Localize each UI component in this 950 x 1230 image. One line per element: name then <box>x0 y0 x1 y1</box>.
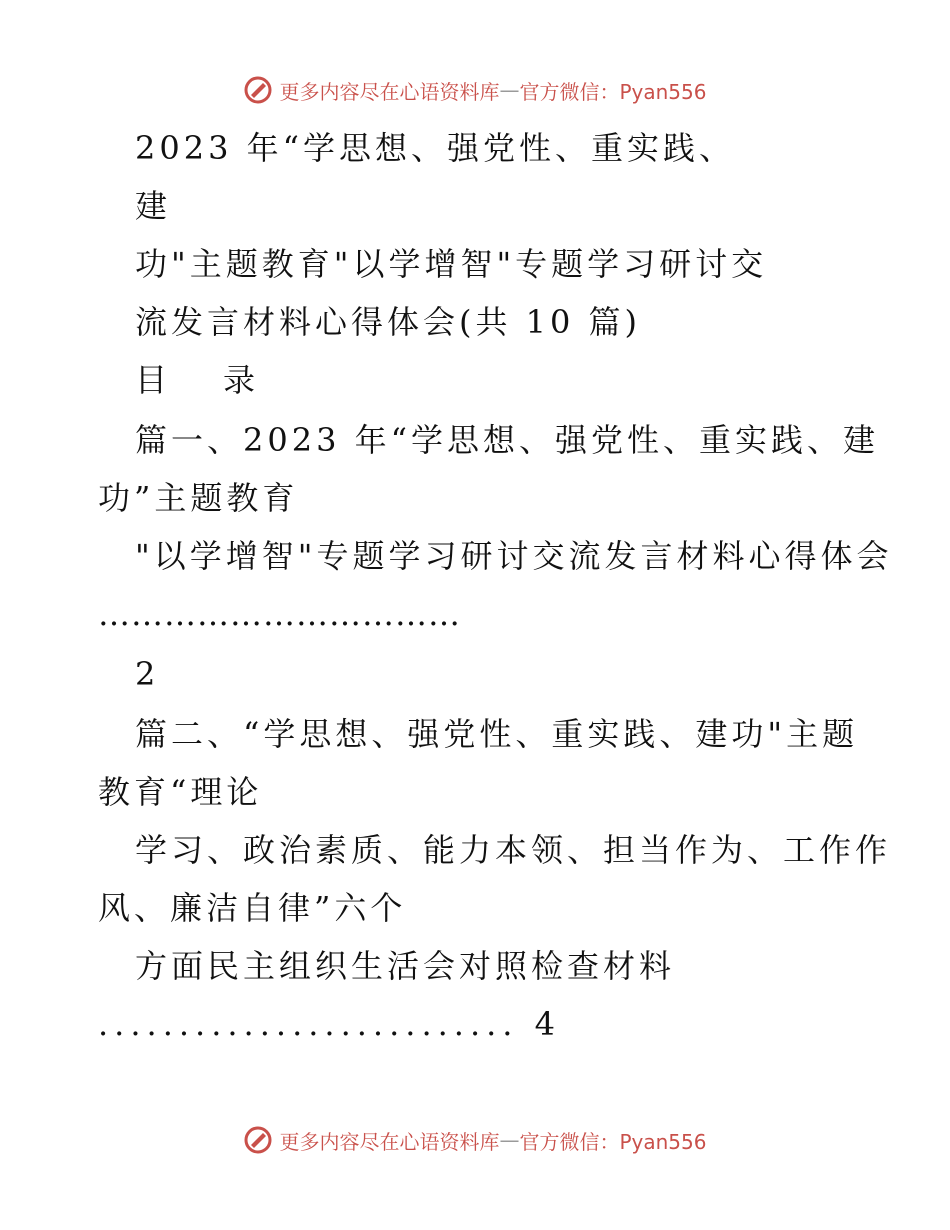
title-line-3: 功"主题教育"以学增智"专题学习研讨交 <box>135 245 768 283</box>
toc-line-6: 篇二、“学思想、强党性、重实践、建功"主题 <box>135 715 859 753</box>
toc-line-11: .......................... 4 <box>98 1005 561 1043</box>
watermark-separator: — <box>499 1128 520 1152</box>
logo-icon <box>243 75 273 105</box>
toc-line-1: 篇一、2023 年“学思想、强党性、重实践、建 <box>135 421 879 459</box>
toc-line-8: 学习、政治素质、能力本领、担当作为、工作作 <box>135 831 892 869</box>
title-line-2: 建 <box>135 187 172 225</box>
toc-heading: 目 录 <box>135 361 268 399</box>
toc-line-9: 风、廉洁自律”六个 <box>98 889 407 927</box>
watermark-footer <box>0 1120 950 1160</box>
toc-page-number-1: 2 <box>135 655 160 693</box>
title-line-4: 流发言材料心得体会(共 10 篇) <box>135 303 642 341</box>
watermark-text: 更多内容尽在心语资料库 <box>279 1129 500 1154</box>
watermark-text: 更多内容尽在心语资料库 <box>279 79 500 104</box>
toc-line-2: 功”主题教育 <box>98 479 299 517</box>
toc-line-7: 教育“理论 <box>98 773 263 811</box>
watermark-header <box>0 70 950 110</box>
toc-line-10: 方面民主组织生活会对照检查材料 <box>135 947 676 985</box>
toc-line-3: "以学增智"专题学习研讨交流发言材料心得体会 <box>135 537 893 575</box>
watermark-wechat: 官方微信：Pyan556 <box>519 1129 707 1154</box>
logo-icon <box>243 1125 273 1155</box>
watermark-separator: — <box>499 78 520 102</box>
watermark-wechat: 官方微信：Pyan556 <box>519 79 707 104</box>
title-line-1: 2023 年“学思想、强党性、重实践、 <box>135 129 735 167</box>
toc-line-4: …………………………… <box>98 595 461 633</box>
